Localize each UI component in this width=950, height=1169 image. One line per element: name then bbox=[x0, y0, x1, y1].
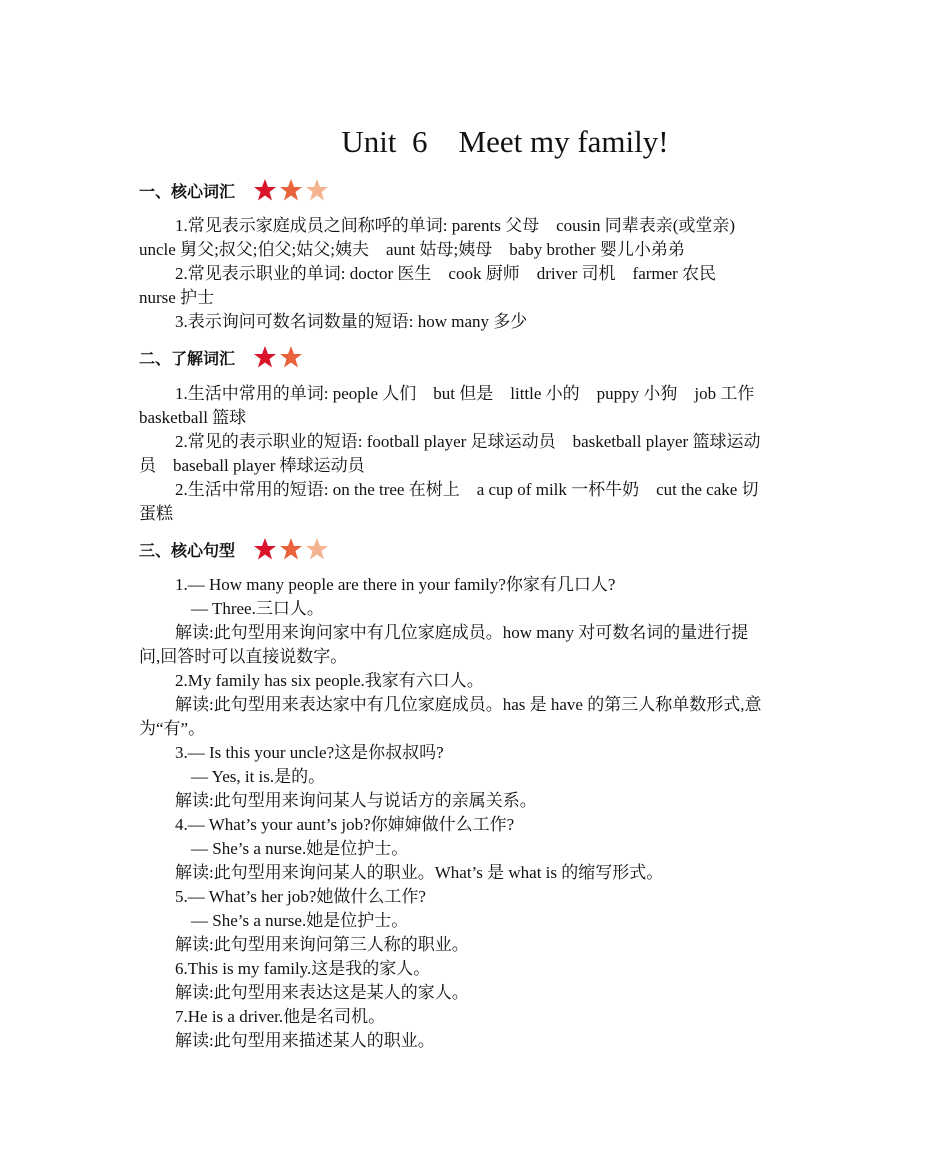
star-icon bbox=[279, 178, 303, 202]
sentence-line: 2.My family has six people.我家有六口人。 bbox=[175, 671, 484, 690]
sentence-line: 4.— What’s your aunt’s job?你婶婶做什么工作? bbox=[175, 815, 515, 834]
section-heading-text: 三、核心句型 bbox=[139, 540, 236, 560]
vocab-line: uncle 舅父;叔父;伯父;姑父;姨夫 aunt 姑母;姨母 baby brother 婴儿小弟弟 bbox=[139, 240, 685, 259]
rating-stars bbox=[253, 178, 329, 202]
vocab-line: 2.常见表示职业的单词: doctor 医生 cook 厨师 driver 司机 farmer 农民 bbox=[175, 264, 717, 283]
section-heading-core-sentences bbox=[139, 536, 329, 562]
sentence-line: 3.— Is this your uncle?这是你叔叔吗? bbox=[175, 743, 444, 762]
rating-stars bbox=[253, 345, 303, 369]
rating-stars bbox=[253, 537, 329, 561]
vocab-line: 2.生活中常用的短语: on the tree 在树上 a cup of milk 一杯牛奶 cut the cake 切 bbox=[175, 480, 759, 499]
star-icon bbox=[279, 345, 303, 369]
vocab-line: 2.常见的表示职业的短语: football player 足球运动员 basketball player 篮球运动 bbox=[175, 432, 761, 451]
vocab-line: nurse 护士 bbox=[139, 288, 215, 307]
sentence-line: 5.— What’s her job?她做什么工作? bbox=[175, 887, 426, 906]
explanation-line: 为“有”。 bbox=[139, 719, 206, 738]
sentence-line: — Yes, it is.是的。 bbox=[191, 767, 326, 786]
sentence-line: — She’s a nurse.她是位护士。 bbox=[191, 911, 409, 930]
sentence-line: 7.He is a driver.他是名司机。 bbox=[175, 1007, 386, 1026]
section-heading-core-vocabulary bbox=[139, 177, 329, 203]
page-title: Unit 6 Meet my family! bbox=[341, 124, 669, 159]
sentence-line: — Three.三口人。 bbox=[191, 599, 324, 618]
star-icon bbox=[253, 345, 277, 369]
star-icon bbox=[305, 537, 329, 561]
explanation-line: 解读:此句型用来描述某人的职业。 bbox=[175, 1031, 435, 1050]
vocab-line: 1.生活中常用的单词: people 人们 but 但是 little 小的 puppy 小狗 job 工作 bbox=[175, 384, 755, 403]
star-icon bbox=[253, 537, 277, 561]
explanation-line: 解读:此句型用来询问第三人称的职业。 bbox=[175, 935, 469, 954]
explanation-line: 解读:此句型用来表达这是某人的家人。 bbox=[175, 983, 469, 1002]
explanation-line: 解读:此句型用来询问某人的职业。What’s 是 what is 的缩写形式。 bbox=[175, 863, 664, 882]
section-heading-text: 一、核心词汇 bbox=[139, 181, 236, 201]
section-heading-extra-vocabulary bbox=[139, 344, 303, 370]
vocab-line: 1.常见表示家庭成员之间称呼的单词: parents 父母 cousin 同辈表亲(或堂亲) bbox=[175, 216, 736, 235]
vocab-line: 员 baseball player 棒球运动员 bbox=[139, 456, 365, 475]
sentence-line: — She’s a nurse.她是位护士。 bbox=[191, 839, 409, 858]
explanation-line: 解读:此句型用来表达家中有几位家庭成员。has 是 have 的第三人称单数形式,意 bbox=[175, 695, 762, 714]
explanation-line: 解读:此句型用来询问家中有几位家庭成员。how many 对可数名词的量进行提 bbox=[175, 623, 749, 642]
sentence-line: 6.This is my family.这是我的家人。 bbox=[175, 959, 431, 978]
vocab-line: 3.表示询问可数名词数量的短语: how many 多少 bbox=[175, 312, 528, 331]
section-heading-text: 二、了解词汇 bbox=[139, 348, 236, 368]
star-icon bbox=[253, 178, 277, 202]
explanation-line: 解读:此句型用来询问某人与说话方的亲属关系。 bbox=[175, 791, 537, 810]
explanation-line: 问,回答时可以直接说数字。 bbox=[139, 647, 348, 666]
star-icon bbox=[305, 178, 329, 202]
star-icon bbox=[279, 537, 303, 561]
vocab-line: basketball 篮球 bbox=[139, 408, 247, 427]
vocab-line: 蛋糕 bbox=[139, 504, 173, 523]
sentence-line: 1.— How many people are there in your family?你家有几口人? bbox=[175, 575, 616, 594]
